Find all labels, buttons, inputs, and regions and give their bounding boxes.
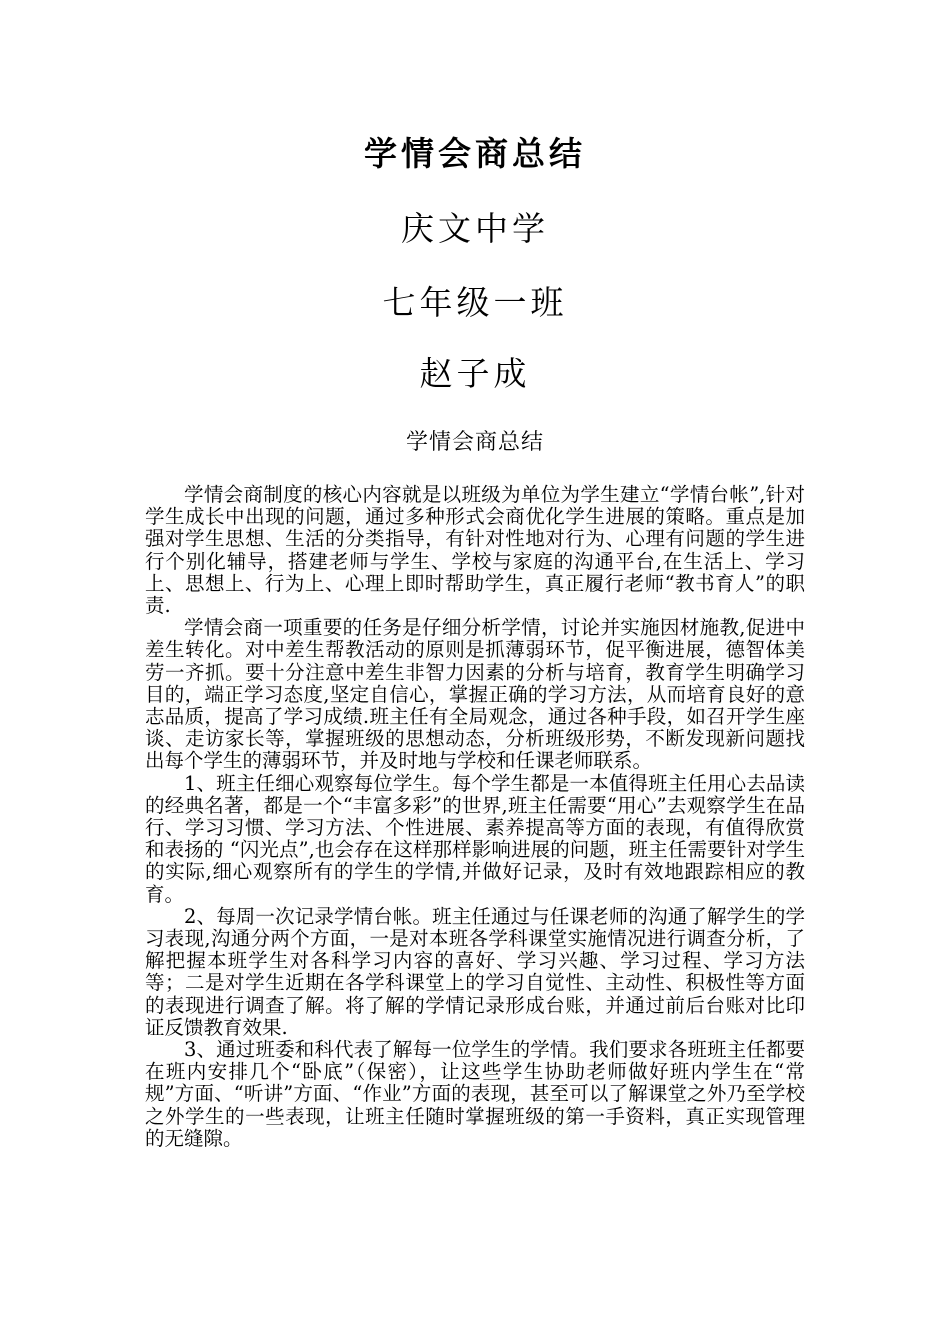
school-name: 庆文中学 — [401, 209, 549, 248]
paragraph-task: 学情会商一项重要的任务是仔细分析学情，讨论并实施因材施教,促进中差生转化。对中差生帮教活动的原则是抓薄弱环节，促平衡进展，德智体美劳一齐抓。要十分注意中差生非智力因素的分析与培育，教育学生明确学习目的，端正学习态度,坚定自信心，掌握正确的学习方法，从而培育良好的意志品质，提高了学习成绩.班主任有全局观念，通过各种手段，如召开学生座谈、走访家长等，掌握班级的思想动态，分析班级形势，不断发现新问题找出每个学生的薄弱环节，并及时地与学校和任课老师联系。 — [145, 616, 805, 773]
paragraph-item-1: 1、班主任细心观察每位学生。每个学生都是一本值得班主任用心去品读的经典名著，都是一个“丰富多彩”的世界,班主任需要“用心”去观察学生在品行、学习习惯、学习方法、个性进展、素养提高等方面的表现，有值得欣赏和表扬的 “闪光点”,也会存在这样那样影响进展的问题，班主任需要针对学生的实际,细心观察所有的学生的学情,并做好记录，及时有效地跟踪相应的教育。 — [145, 771, 805, 906]
document-body — [145, 484, 805, 1150]
paragraph-item-2: 2、每周一次记录学情台帐。班主任通过与任课老师的沟通了解学生的学习表现,沟通分两个方面，一是对本班各学科课堂实施情况进行调查分析，了解把握本班学生对各科学习内容的喜好、学习兴趣、学习过程、学习方法等；二是对学生近期在各学科课堂上的学习自觉性、主动性、积极性等方面的表现进行调查了解。将了解的学情记录形成台账，并通过前后台账对比印证反馈教育效果. — [145, 904, 805, 1039]
document-subtitle: 学情会商总结 — [405, 430, 544, 455]
author-name: 赵子成 — [419, 354, 531, 393]
paragraph-intro: 学情会商制度的核心内容就是以班级为单位为学生建立“学情台帐”,针对学生成长中出现的问题，通过多种形式会商优化学生进展的策略。重点是加强对学生思想、生活的分类指导，有针对性地对行为、心理有问题的学生进行个别化辅导，搭建老师与学生、学校与家庭的沟通平台,在生活上、学习上、思想上、行为上、心理上即时帮助学生，真正履行老师“教书育人”的职责. — [145, 483, 805, 618]
document-title: 学情会商总结 — [364, 134, 586, 173]
class-name: 七年级一班 — [382, 283, 568, 322]
paragraph-item-3: 3、通过班委和科代表了解每一位学生的学情。我们要求各班班主任都要在班内安排几个“卧底”（保密），让这些学生协助老师做好班内学生在“常规”方面、“听讲”方面、“作业”方面的表现，甚至可以了解课堂之外乃至学校之外学生的一些表现，让班主任随时掌握班级的第一手资料，真正实现管理的无缝隙。 — [145, 1038, 805, 1150]
